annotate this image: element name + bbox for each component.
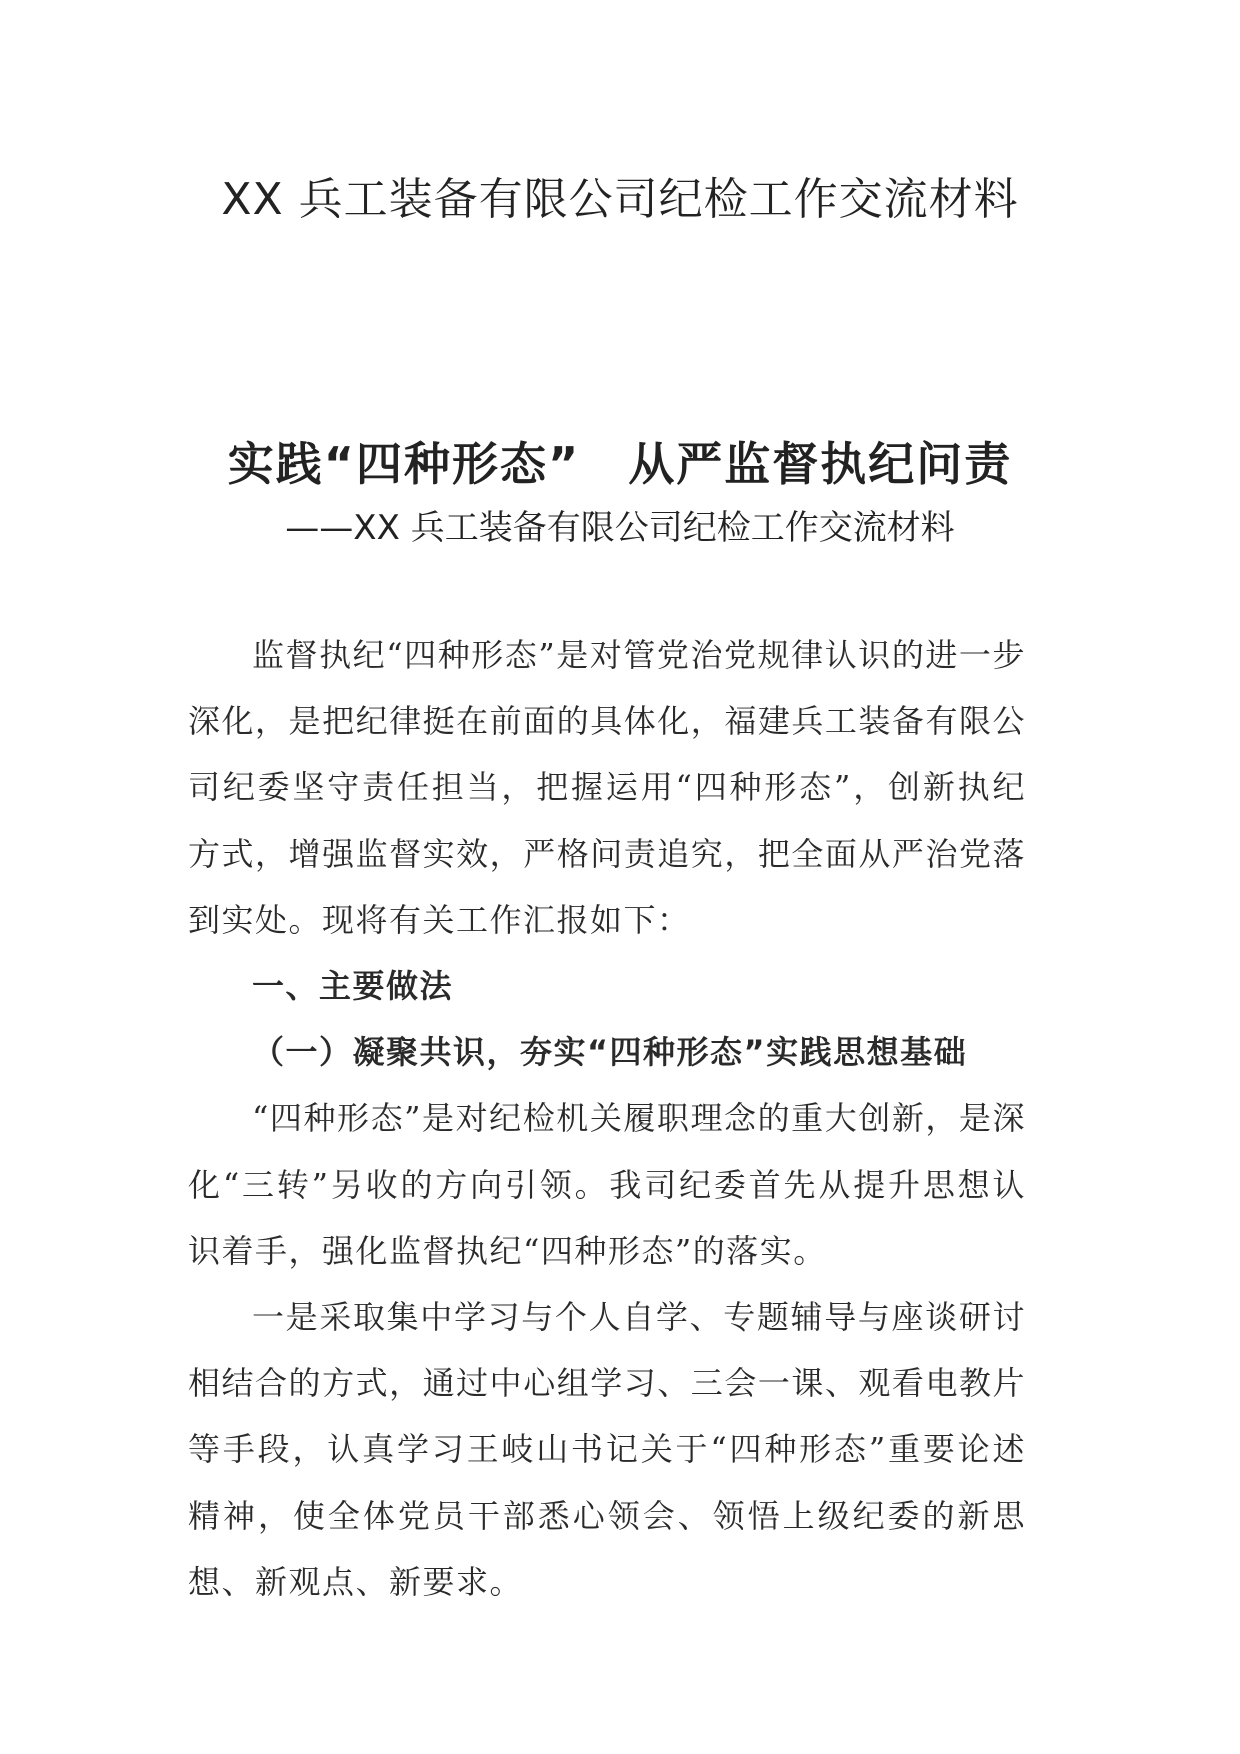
document-body [188,622,1026,1615]
header-title: XX 兵工装备有限公司纪检工作交流材料 [221,174,1019,225]
document-subtitle: ——XX 兵工装备有限公司纪检工作交流材料 [285,508,955,548]
document-title: 实践“四种形态” 从严监督执纪问责 [227,437,1013,491]
intro-paragraph: 监督执纪“四种形态”是对管党治党规律认识的进一步深化，是把纪律挺在前面的具体化，福建兵工装备有限公司纪委坚守责任担当，把握运用“四种形态”，创新执纪方式，增强监督实效，严格问责追究，把全面从严治党落到实处。现将有关工作汇报如下： [188,636,1026,939]
section-heading: 一、主要做法 [252,967,454,1006]
body-paragraph: “四种形态”是对纪检机关履职理念的重大创新，是深化“三转”另收的方向引领。我司纪委首先从提升思想认识着手，强化监督执纪“四种形态”的落实。 [188,1099,1026,1270]
subsection-heading: （一）凝聚共识，夯实“四种形态”实践思想基础 [252,1033,968,1072]
body-paragraph: 一是采取集中学习与个人自学、专题辅导与座谈研讨相结合的方式，通过中心组学习、三会一课、观看电教片等手段，认真学习王岐山书记关于“四种形态”重要论述精神，使全体党员干部悉心领会、领悟上级纪委的新思想、新观点、新要求。 [188,1298,1026,1601]
